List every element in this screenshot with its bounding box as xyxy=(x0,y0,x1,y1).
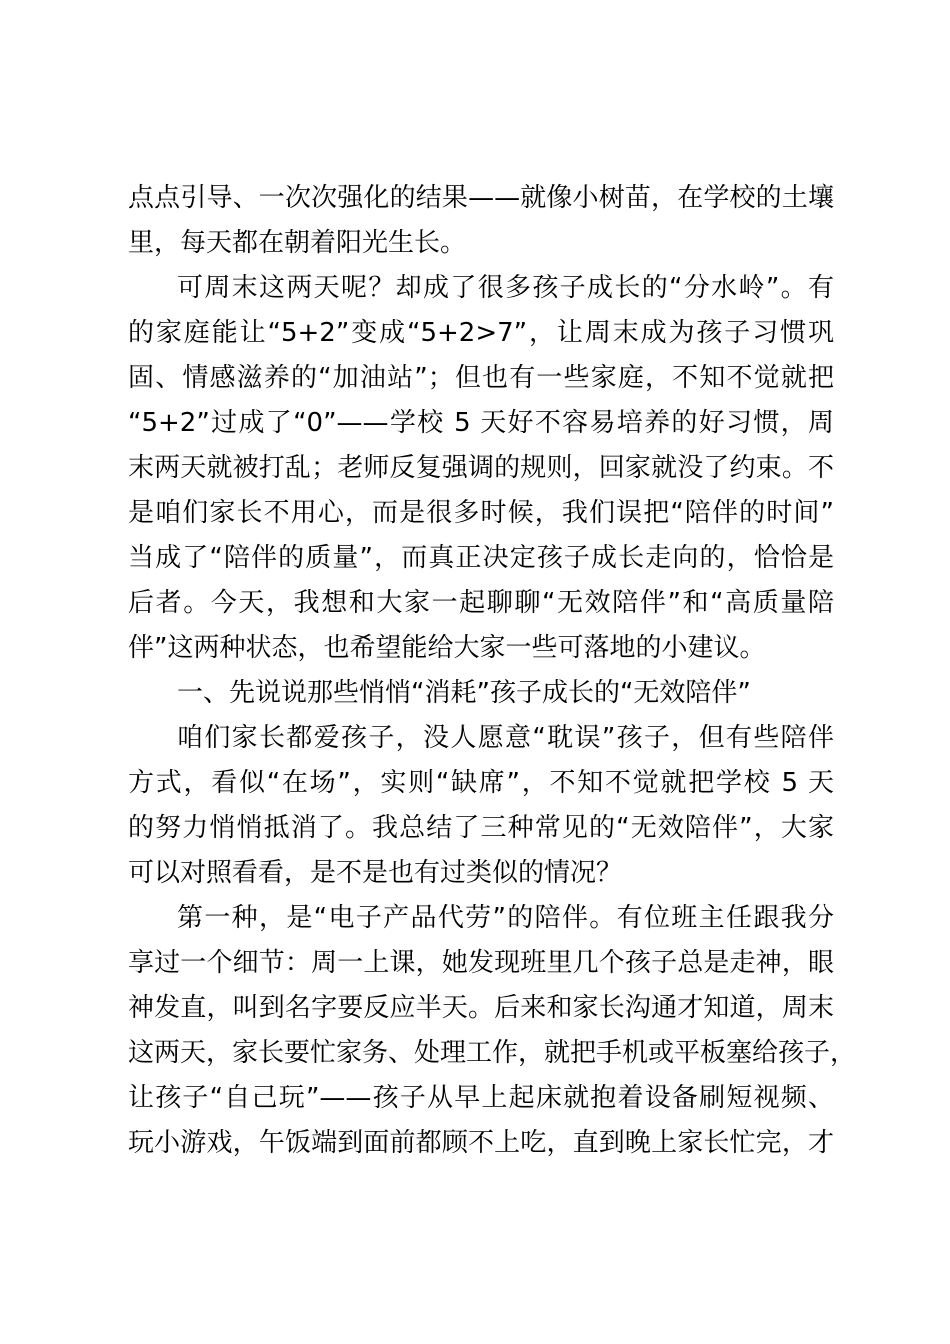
text-line: 享过一个细节：周一上课，她发现班里几个孩子总是走神，眼 xyxy=(128,948,834,978)
text-line: 当成了“陪伴的质量”，而真正决定孩子成长走向的，恰恰是 xyxy=(128,543,834,573)
text-line: 神发直，叫到名字要反应半天。后来和家长沟通才知道，周末 xyxy=(128,993,834,1023)
text-line: 的努力悄悄抵消了。我总结了三种常见的“无效陪伴”，大家 xyxy=(128,813,834,843)
paragraph-first-line: 咱们家长都爱孩子，没人愿意“耽误”孩子，但有些陪伴 xyxy=(177,723,834,753)
document-body xyxy=(128,176,857,1166)
text-line: 是咱们家长不用心，而是很多时候，我们误把“陪伴的时间” xyxy=(128,498,834,528)
text-line: 后者。今天，我想和大家一起聊聊“无效陪伴”和“高质量陪 xyxy=(128,588,834,618)
paragraph-first-line: 可周末这两天呢？却成了很多孩子成长的“分水岭”。有 xyxy=(177,273,834,303)
text-line: 玩小游戏，午饭端到面前都顾不上吃，直到晚上家长忙完，才 xyxy=(128,1128,834,1158)
section-heading: 一、先说说那些悄悄“消耗”孩子成长的“无效陪伴” xyxy=(177,678,751,708)
text-line: 可以对照看看，是不是也有过类似的情况？ xyxy=(128,858,623,888)
text-line: 伴”这两种状态，也希望能给大家一些可落地的小建议。 xyxy=(128,633,766,663)
text-line: 让孩子“自己玩”——孩子从早上起床就抱着设备刷短视频、 xyxy=(128,1083,834,1113)
text-line: 这两天，家长要忙家务、处理工作，就把手机或平板塞给孩子， xyxy=(128,1038,857,1068)
text-line: “5+2”过成了“0”——学校 5 天好不容易培养的好习惯，周 xyxy=(128,408,834,438)
paragraph-first-line: 第一种，是“电子产品代劳”的陪伴。有位班主任跟我分 xyxy=(177,903,834,933)
text-line: 点点引导、一次次强化的结果——就像小树苗，在学校的土壤 xyxy=(128,183,834,213)
text-line: 里，每天都在朝着阳光生长。 xyxy=(128,228,467,258)
text-line: 的家庭能让“5+2”变成“5+2>7”，让周末成为孩子习惯巩 xyxy=(128,318,834,348)
text-line: 方式，看似“在场”，实则“缺席”，不知不觉就把学校 5 天 xyxy=(128,768,834,798)
text-line: 末两天就被打乱；老师反复强调的规则，回家就没了约束。不 xyxy=(128,453,834,483)
text-line: 固、情感滋养的“加油站”；但也有一些家庭，不知不觉就把 xyxy=(128,363,834,393)
